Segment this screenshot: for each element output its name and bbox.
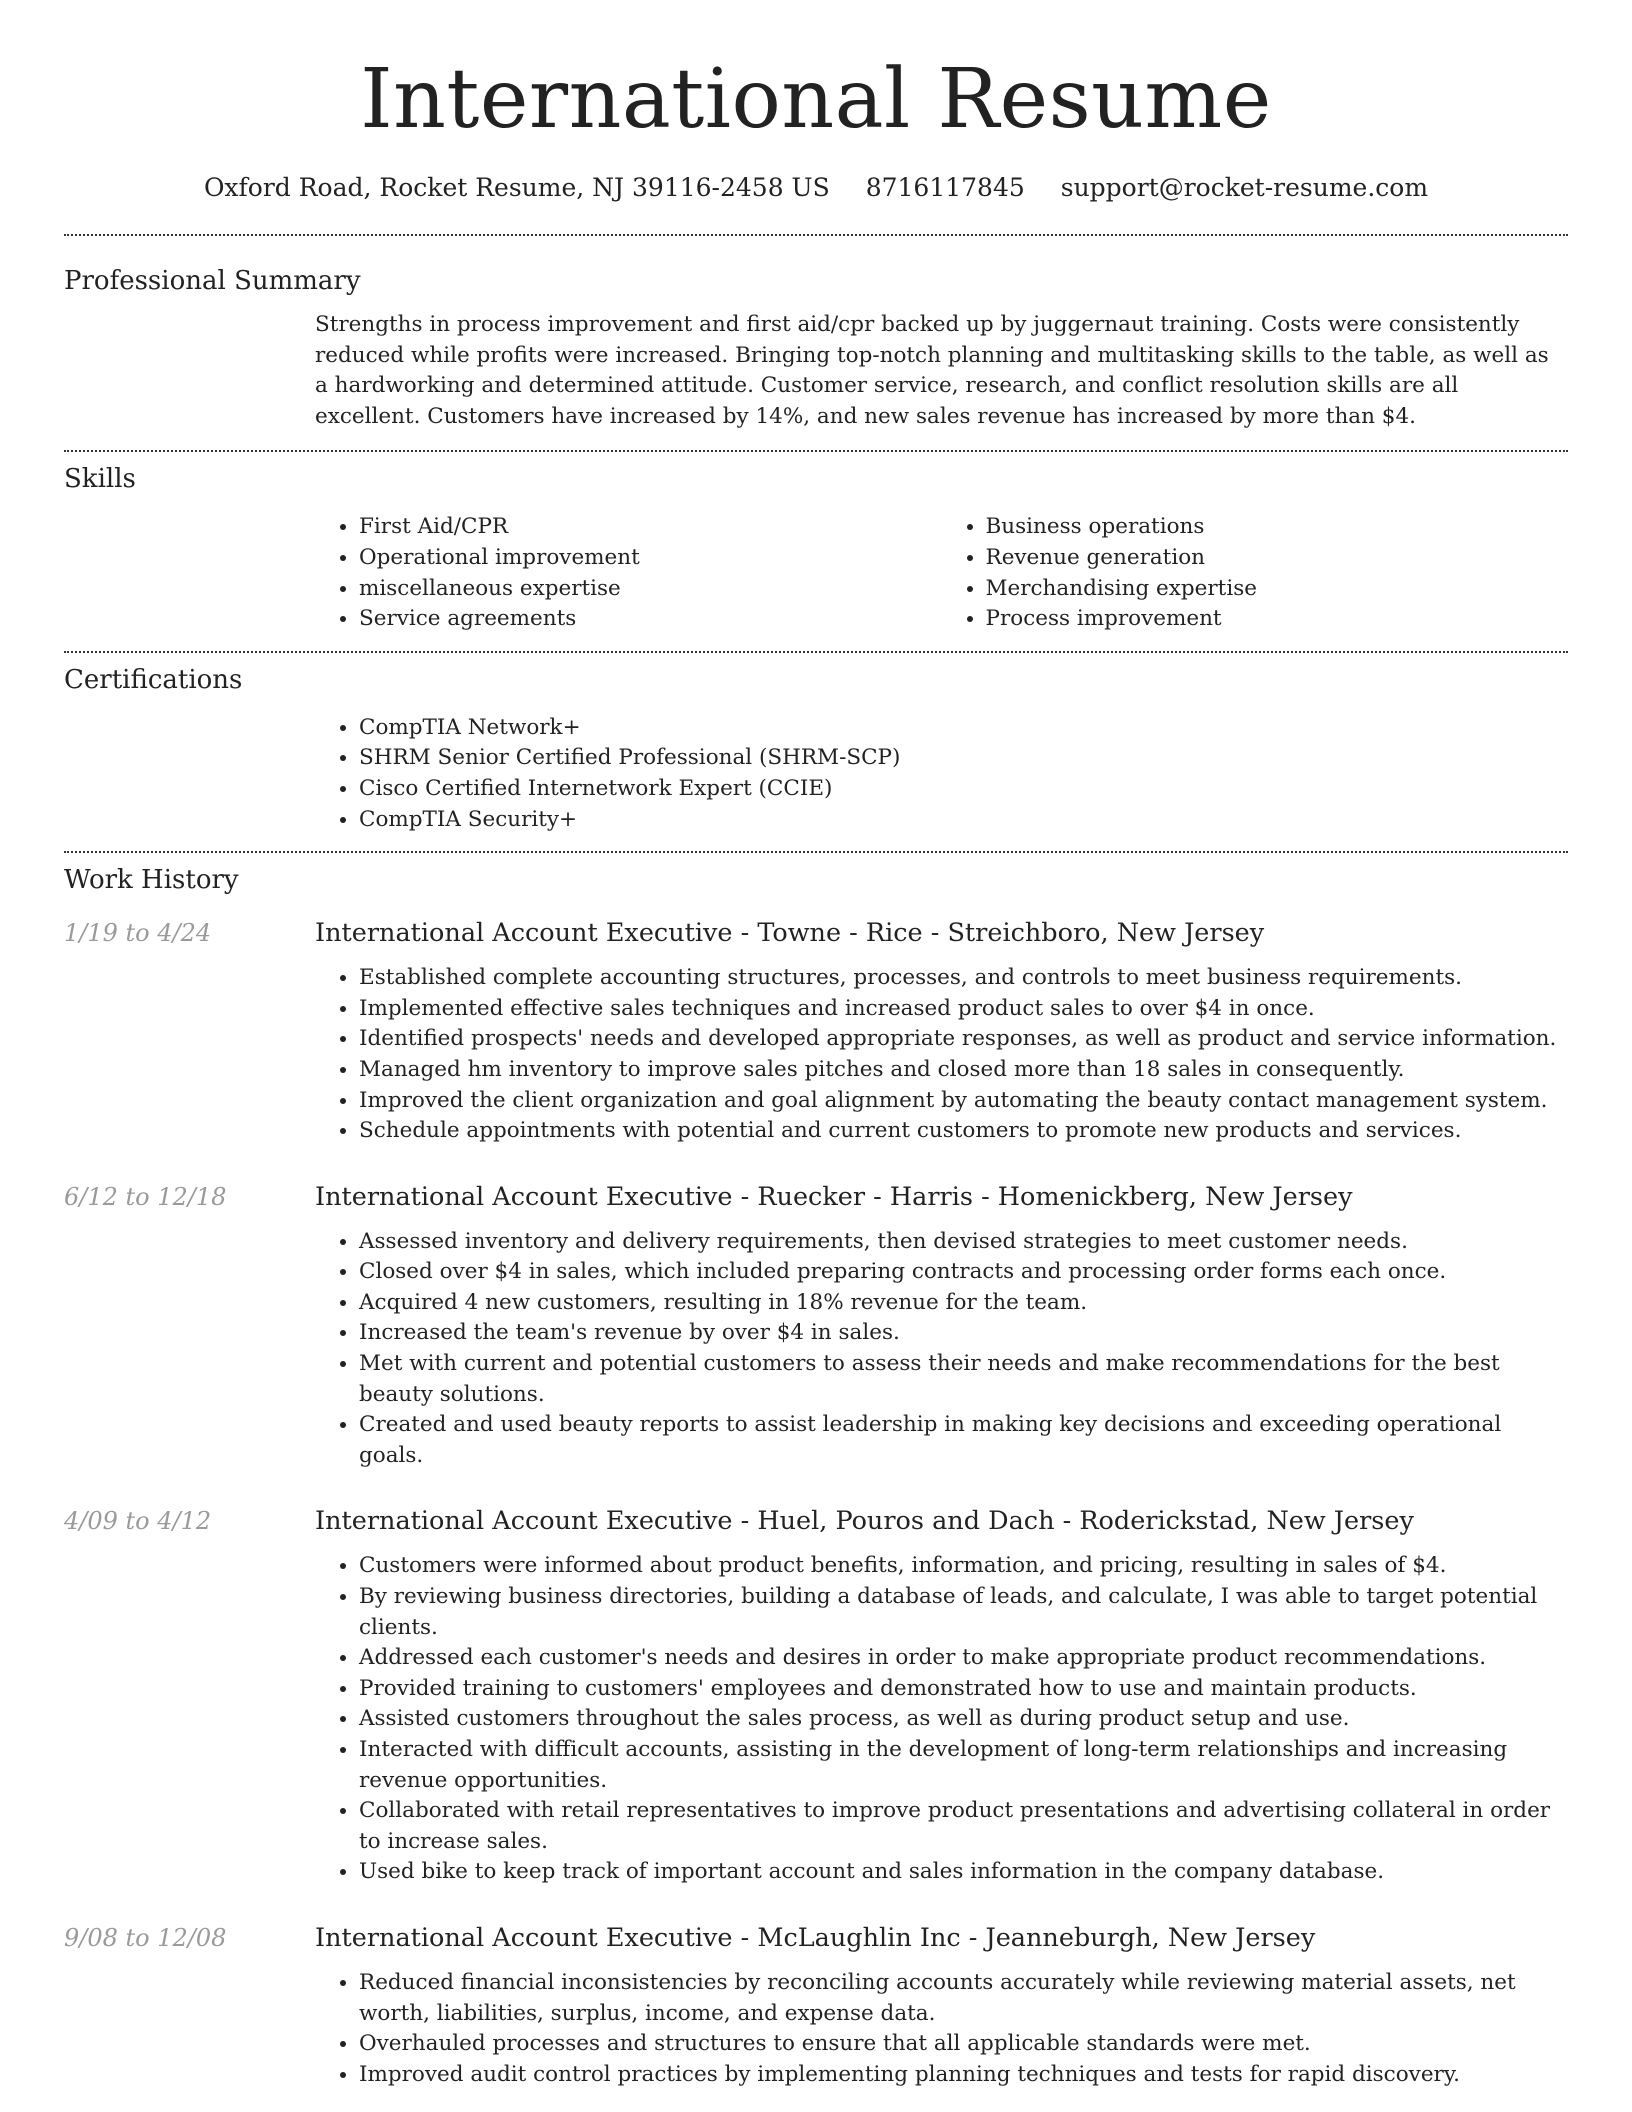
skills-list	[315, 512, 1568, 650]
job-bullet: • Improved the client organization and goal alignment by automating the beauty contact management system.	[359, 1086, 1568, 1117]
summary-section	[64, 236, 1568, 450]
job-bullet: • Schedule appointments with potential and current customers to promote new products and services.	[359, 1116, 1568, 1147]
job-bullet: • Closed over $4 in sales, which included preparing contracts and processing order forms each once.	[359, 1257, 1568, 1288]
job-bullet: • Managed hm inventory to improve sales pitches and closed more than 18 sales in consequently.	[359, 1055, 1568, 1086]
job-title: International Account Executive - Huel, Pouros and Dach - Roderickstad, New Jersey	[315, 1506, 1414, 1537]
job-entry	[64, 1505, 1568, 1888]
job-entry	[64, 917, 1568, 1147]
job-dates: 4/09 to 4/12	[64, 1507, 212, 1536]
job-bullet: • By reviewing business directories, building a database of leads, and calculate, I was able to target potential clients.	[359, 1582, 1568, 1643]
job-bullet: • Established complete accounting structures, processes, and controls to meet business requirements.	[359, 963, 1568, 994]
job-bullet: • Reduced financial inconsistencies by reconciling accounts accurately while reviewing material assets, net worth, liabilities, surplus, income, and expense data.	[359, 1968, 1568, 2029]
job-bullet: • Used bike to keep track of important account and sales information in the company database.	[359, 1857, 1568, 1888]
contact-line	[64, 172, 1568, 204]
job-bullet: • Customers were informed about product benefits, information, and pricing, resulting in sales of $4.	[359, 1551, 1568, 1582]
job-title: International Account Executive - McLaughlin Inc - Jeanneburgh, New Jersey	[315, 1922, 1316, 1953]
job-bullets	[315, 1551, 1568, 1888]
skills-column-right	[942, 512, 1569, 634]
job-bullet: • Identified prospects' needs and developed appropriate responses, as well as product and service information.	[359, 1024, 1568, 1055]
skills-section	[64, 452, 1568, 650]
job-dates: 9/08 to 12/08	[64, 1923, 227, 1952]
job-dates: 6/12 to 12/18	[64, 1182, 227, 1211]
certification-item: • CompTIA Network+	[359, 713, 1568, 744]
job-bullet: • Overhauled processes and structures to ensure that all applicable standards were met.	[359, 2029, 1568, 2060]
skill-item: • Revenue generation	[986, 543, 1569, 574]
job-bullets	[315, 1968, 1568, 2090]
job-title: International Account Executive - Towne - Rice - Streichboro, New Jersey	[315, 918, 1265, 949]
job-bullet: • Assisted customers throughout the sales process, as well as during product setup and use.	[359, 1704, 1568, 1735]
skill-item: • Process improvement	[986, 604, 1569, 635]
skill-item: • Merchandising expertise	[986, 574, 1569, 605]
job-bullet: • Interacted with difficult accounts, assisting in the development of long-term relationships and increasing revenue opportunities.	[359, 1735, 1568, 1796]
certification-item: • Cisco Certified Internetwork Expert (CCIE)	[359, 774, 1568, 805]
skill-item: • Business operations	[986, 512, 1569, 543]
job-bullet: • Acquired 4 new customers, resulting in 18% revenue for the team.	[359, 1288, 1568, 1319]
job-bullet: • Improved audit control practices by implementing planning techniques and tests for rapid discovery.	[359, 2060, 1568, 2091]
skills-column-left	[315, 512, 942, 634]
skill-item: • Operational improvement	[359, 543, 942, 574]
section-title-summary: Professional Summary	[64, 266, 361, 296]
job-bullet: • Implemented effective sales techniques and increased product sales to over $4 in once.	[359, 994, 1568, 1025]
job-title: International Account Executive - Ruecker - Harris - Homenickberg, New Jersey	[315, 1181, 1353, 1212]
section-title-certifications: Certifications	[64, 664, 243, 695]
skill-item: • miscellaneous expertise	[359, 574, 942, 605]
job-bullet: • Addressed each customer's needs and desires in order to make appropriate product recommendations.	[359, 1643, 1568, 1674]
job-bullet: • Increased the team's revenue by over $4 in sales.	[359, 1318, 1568, 1349]
skill-item: • First Aid/CPR	[359, 512, 942, 543]
work-history-section	[64, 853, 1568, 2090]
job-dates: 1/19 to 4/24	[64, 919, 212, 948]
job-bullet: • Assessed inventory and delivery requirements, then devised strategies to meet customer needs.	[359, 1227, 1568, 1258]
contact-phone: 8716117845	[865, 173, 1025, 202]
job-bullet: • Met with current and potential customers to assess their needs and make recommendations for the best beauty solutions.	[359, 1349, 1568, 1410]
contact-email: support@rocket-resume.com	[1060, 173, 1429, 202]
certification-item: • SHRM Senior Certified Professional (SHRM-SCP)	[359, 743, 1568, 774]
job-entry	[64, 1181, 1568, 1472]
job-entry	[64, 1922, 1568, 2090]
job-bullet: • Collaborated with retail representatives to improve product presentations and advertising collateral in order to increase sales.	[359, 1796, 1568, 1857]
summary-text: Strengths in process improvement and first aid/cpr backed up by juggernaut training. Costs were consistently reduced while profits were increased. Bringing top-notch planning and multitasking skills to the table, as well as a hardworking and determined attitude. Customer service, research, and conflict resolution skills are all excellent. Customers have increased by 14%, and new sales revenue has increased by more than $4.	[315, 312, 1549, 429]
contact-address: Oxford Road, Rocket Resume, NJ 39116-2458 US	[203, 173, 830, 202]
job-bullets	[315, 1227, 1568, 1472]
certifications-list	[315, 713, 1568, 851]
certification-item: • CompTIA Security+	[359, 805, 1568, 836]
resume-title: International Resume	[360, 52, 1272, 147]
section-title-skills: Skills	[64, 464, 136, 495]
job-bullet: • Provided training to customers' employees and demonstrated how to use and maintain products.	[359, 1674, 1568, 1705]
skill-item: • Service agreements	[359, 604, 942, 635]
certifications-section	[64, 653, 1568, 851]
job-bullets	[315, 963, 1568, 1147]
job-bullet: • Created and used beauty reports to assist leadership in making key decisions and exceeding operational goals.	[359, 1410, 1568, 1471]
section-title-work-history: Work History	[64, 865, 239, 896]
